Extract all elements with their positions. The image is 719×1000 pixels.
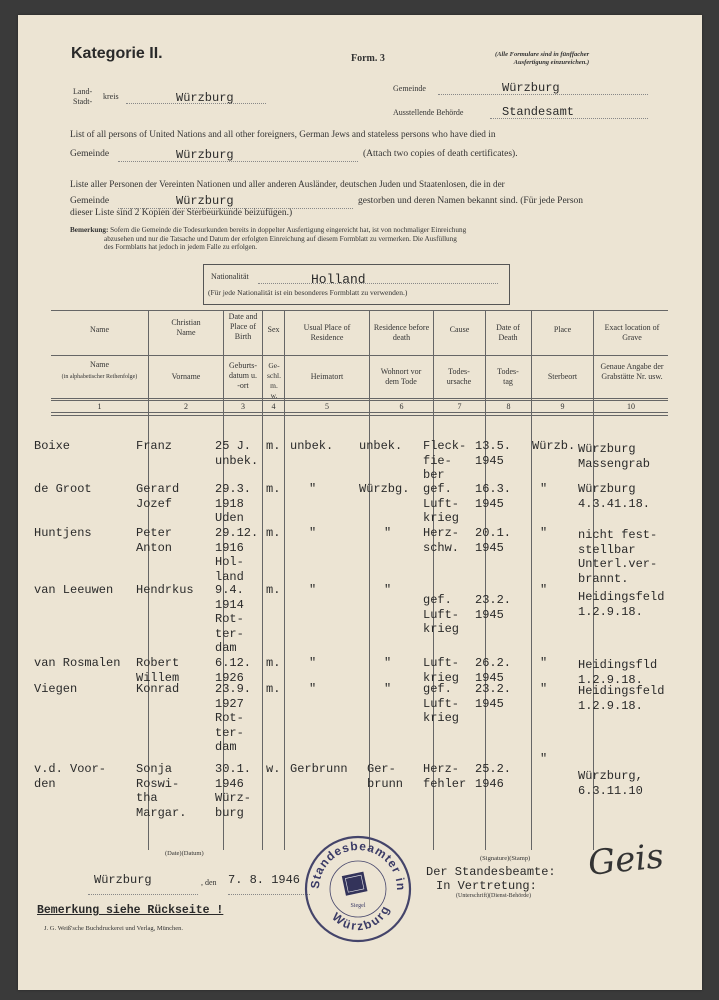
cell-name: Boixe — [34, 439, 71, 453]
cell-vorname: Hendrkus — [136, 583, 194, 597]
printer-imprint: J. G. Weiß'sche Buchdruckerei und Verlag, München. — [44, 925, 184, 932]
remark-block — [70, 226, 466, 252]
cell-wohnort: " — [384, 526, 392, 540]
cell-vorname: Sonja Roswi- tha Margar. — [136, 762, 187, 820]
cell-name: Huntjens — [34, 526, 92, 540]
signature-caption: (Signature)(Stamp) — [480, 855, 531, 862]
col-header-en: Date and Place of Birth — [228, 312, 258, 341]
table-rule — [51, 355, 668, 356]
col-header-de: Vorname — [171, 372, 201, 381]
behoerde-label: Ausstellende Behörde — [393, 108, 464, 117]
col-header-de-sub: (in alphabetischer Reihenfolge) — [61, 374, 138, 380]
column-rule — [284, 310, 285, 850]
copies-note-line: Ausfertigung einzureichen.) — [513, 58, 590, 66]
cell-grave: nicht fest- stellbar Unterl.ver- brannt. — [578, 528, 658, 586]
eagle-emblem — [342, 872, 368, 896]
kreis-value: Würzburg — [176, 91, 234, 105]
intro-en-gemeinde-label: Gemeinde — [70, 149, 110, 159]
cell-heimat: Gerbrunn — [290, 762, 348, 776]
form-sheet — [18, 15, 702, 990]
cell-death-place: Würzb. — [532, 439, 576, 453]
cell-cause: Fleck- fie- ber — [423, 439, 467, 482]
gemeinde-value: Würzburg — [502, 81, 560, 95]
cell-birth: 29.3. 1918 Uden — [215, 482, 252, 525]
cell-sex: m. — [266, 682, 281, 696]
col-header-en: Place — [553, 325, 572, 334]
col-header-de: Name — [89, 360, 110, 369]
col-number: 2 — [184, 402, 188, 411]
cell-death-date: 25.2. 1946 — [475, 762, 512, 791]
cell-birth: 23.9. 1927 Rot- ter- dam — [215, 682, 252, 754]
col-header-de: Geburts-datum u. -ort — [229, 361, 257, 390]
cell-heimat: " — [309, 526, 317, 540]
standesbeamte-label: Der Standesbeamte: — [426, 865, 556, 879]
cell-cause: Herz- schw. — [423, 526, 460, 555]
col-number: 6 — [399, 402, 404, 411]
cell-birth: 25 J. unbek. — [215, 439, 259, 468]
nationality-note: (Für jede Nationalität ist ein besonderes Formblatt zu verwenden.) — [208, 288, 408, 297]
col-number: 4 — [271, 402, 276, 411]
col-header-en: Exact location of Grave — [604, 323, 660, 342]
cell-grave: Würzburg Massengrab — [578, 442, 651, 471]
cell-name: van Rosmalen — [34, 656, 121, 670]
cell-vorname: Robert Willem — [136, 656, 180, 685]
cell-sex: m. — [266, 526, 281, 540]
cell-death-date: 16.3. 1945 — [475, 482, 512, 511]
vertretung-label: In Vertretung: — [436, 879, 537, 893]
cell-grave: Heidingsfeld 1.2.9.18. — [578, 684, 665, 713]
cell-death-date: 23.2. 1945 — [475, 593, 512, 622]
den-label: , den — [201, 878, 217, 887]
signature-subcaption: (Unterschrift)(Dienst-Behörde) — [456, 893, 531, 899]
intro-de-line: dieser Liste sind 2 Kopien der Sterbeurkunde beizufügen.) — [70, 208, 293, 218]
cell-heimat: " — [309, 682, 317, 696]
stadt-label: Stadt- — [73, 97, 93, 106]
column-rule — [262, 310, 263, 850]
cell-grave: Heidingsfld 1.2.9.18. — [578, 658, 658, 687]
cell-vorname: Gerard Jozef — [136, 482, 180, 511]
col-number: 3 — [241, 402, 245, 411]
cell-wohnort: Würzbg. — [359, 482, 410, 496]
table-rule — [51, 412, 668, 413]
official-stamp — [302, 833, 414, 945]
col-header-de: Sterbeort — [547, 372, 578, 381]
cell-death-date: 26.2. 1945 — [475, 656, 512, 685]
cell-death-date: 20.1. 1945 — [475, 526, 512, 555]
cell-name: Viegen — [34, 682, 78, 696]
gemeinde-label: Gemeinde — [393, 84, 426, 93]
col-header-de: Wohnort vor dem Tode — [380, 367, 422, 386]
cell-birth: 30.1. 1946 Würz- burg — [215, 762, 252, 820]
cell-cause: gef. Luft- krieg — [423, 482, 460, 525]
cell-cause: Luft- krieg — [423, 656, 460, 685]
column-rule — [531, 310, 532, 850]
nationality-field — [258, 272, 498, 284]
col-header-en: Christian Name — [171, 318, 201, 337]
col-header-en: Name — [89, 325, 110, 334]
date-value: 7. 8. 1946 — [228, 873, 301, 887]
cell-death-place: " — [540, 656, 548, 670]
intro-de-gemeinde-value: Würzburg — [176, 194, 234, 208]
cell-sex: m. — [266, 482, 281, 496]
cell-wohnort: Ger- brunn — [367, 762, 404, 791]
cell-name: de Groot — [34, 482, 92, 496]
cell-death-place: " — [540, 752, 548, 766]
col-header-de: Todes-ursache — [446, 367, 472, 386]
behoerde-value: Standesamt — [502, 105, 575, 119]
intro-de-gemeinde-label: Gemeinde — [70, 196, 110, 206]
cell-sex: m. — [266, 439, 281, 453]
cell-cause: Herz- fehler — [423, 762, 467, 791]
col-header-de: Ge-schl. m. w. — [267, 361, 281, 400]
nationality-value: Holland — [311, 272, 366, 287]
cell-wohnort: " — [384, 583, 392, 597]
cell-name: v.d. Voor- den — [34, 762, 107, 791]
col-header-en: Residence before death — [373, 323, 430, 342]
cell-grave: Würzburg, 6.3.11.10 — [578, 769, 643, 798]
cell-birth: 29.12. 1916 Hol- land — [215, 526, 259, 584]
table-rule — [51, 400, 668, 401]
cell-heimat: " — [309, 583, 317, 597]
cell-sex: m. — [266, 656, 281, 670]
stamp-top-path: Standesbeamter in — [307, 838, 409, 892]
kreis-label: kreis — [103, 92, 119, 101]
cell-vorname: Peter Anton — [136, 526, 173, 555]
cell-death-date: 13.5. 1945 — [475, 439, 512, 468]
cell-death-date: 23.2. 1945 — [475, 682, 512, 711]
stamp-center-text: Siegel — [350, 903, 366, 909]
col-header-en: Usual Place of Residence — [303, 323, 351, 342]
remark-line: des Formblatts hat jedoch in jedem Falle zu erfolgen. — [104, 243, 258, 251]
form-number: Form. 3 — [351, 53, 385, 64]
remark-line: abzusehen und nur die Tatsache und Datum der erfolgten Einreichung auf diesem Formblatt zu vermerken. Die Ausfüllung — [104, 234, 457, 243]
copies-note-line: (Alle Formulare sind in fünffacher — [495, 51, 590, 58]
cell-sex: w. — [266, 762, 281, 776]
col-number: 8 — [506, 402, 511, 411]
intro-de-line: Liste aller Personen der Vereinten Nationen und aller anderen Ausländer, deutschen Juden und Staatenlosen, die in der — [70, 179, 505, 189]
col-header-de: Genaue Angabe der Grabstätte Nr. usw. — [600, 362, 664, 381]
cell-name: van Leeuwen — [34, 583, 114, 597]
remark-label: Bemerkung: — [70, 226, 109, 234]
cell-death-place: " — [540, 526, 548, 540]
cell-heimat: " — [309, 656, 317, 670]
col-header-en: Sex — [267, 325, 280, 334]
intro-en-line: List of all persons of United Nations and all other foreigners, German Jews and stateless persons who have died in — [70, 130, 496, 140]
cell-vorname: Konrad — [136, 682, 180, 696]
cell-grave: Würzburg 4.3.41.18. — [578, 482, 651, 511]
cell-wohnort: " — [384, 682, 392, 696]
table-rule — [51, 398, 668, 399]
intro-en-gemeinde-field — [118, 149, 358, 162]
cell-death-place: " — [540, 682, 548, 696]
land-label: Land- — [73, 87, 93, 96]
signature: Geis — [586, 836, 666, 884]
col-header-de: Todes-tag — [497, 367, 519, 386]
cell-wohnort: unbek. — [359, 439, 403, 453]
cell-sex: m. — [266, 583, 281, 597]
col-header-en: Date of Death — [496, 323, 520, 342]
cell-birth: 9.4. 1914 Rot- ter- dam — [215, 583, 244, 655]
remark-line: Sofern die Gemeinde die Todesurkunden bereits in doppelter Ausfertigung eingereicht hat, ist von nochmaliger Einreichung — [110, 226, 467, 234]
col-header-en: Cause — [449, 325, 470, 334]
col-number: 7 — [457, 402, 462, 411]
col-number: 1 — [97, 402, 102, 411]
category-title: Kategorie II. — [71, 45, 163, 62]
date-caption: (Date)(Datum) — [165, 850, 204, 857]
intro-en-attach: (Attach two copies of death certificates). — [363, 149, 518, 159]
col-number: 5 — [325, 402, 329, 411]
cell-cause: gef. Luft- krieg — [423, 593, 460, 636]
cell-death-place: " — [540, 583, 548, 597]
table-rule — [51, 310, 668, 311]
remark-note: Bemerkung siehe Rückseite ! — [37, 904, 224, 917]
cell-vorname: Franz — [136, 439, 173, 453]
cell-death-place: " — [540, 482, 548, 496]
stamp-bottom-path: Würzburg — [329, 902, 394, 934]
cell-heimat: unbek. — [290, 439, 334, 453]
intro-de-line-rest: gestorben und deren Namen bekannt sind. (Für jede Person — [358, 196, 584, 206]
col-number: 9 — [560, 402, 565, 411]
nationality-label: Nationalität — [211, 272, 249, 281]
copies-note — [495, 51, 589, 66]
cell-heimat: " — [309, 482, 317, 496]
intro-en-gemeinde-value: Würzburg — [176, 148, 234, 162]
place-value: Würzburg — [94, 873, 152, 887]
cell-grave: Heidingsfeld 1.2.9.18. — [578, 590, 665, 619]
cell-cause: gef. Luft- krieg — [423, 682, 460, 725]
cell-birth: 6.12. 1926 — [215, 656, 252, 685]
table-rule — [51, 415, 668, 416]
col-number: 10 — [627, 402, 635, 411]
cell-wohnort: " — [384, 656, 392, 670]
col-header-de: Heimatort — [310, 372, 344, 381]
